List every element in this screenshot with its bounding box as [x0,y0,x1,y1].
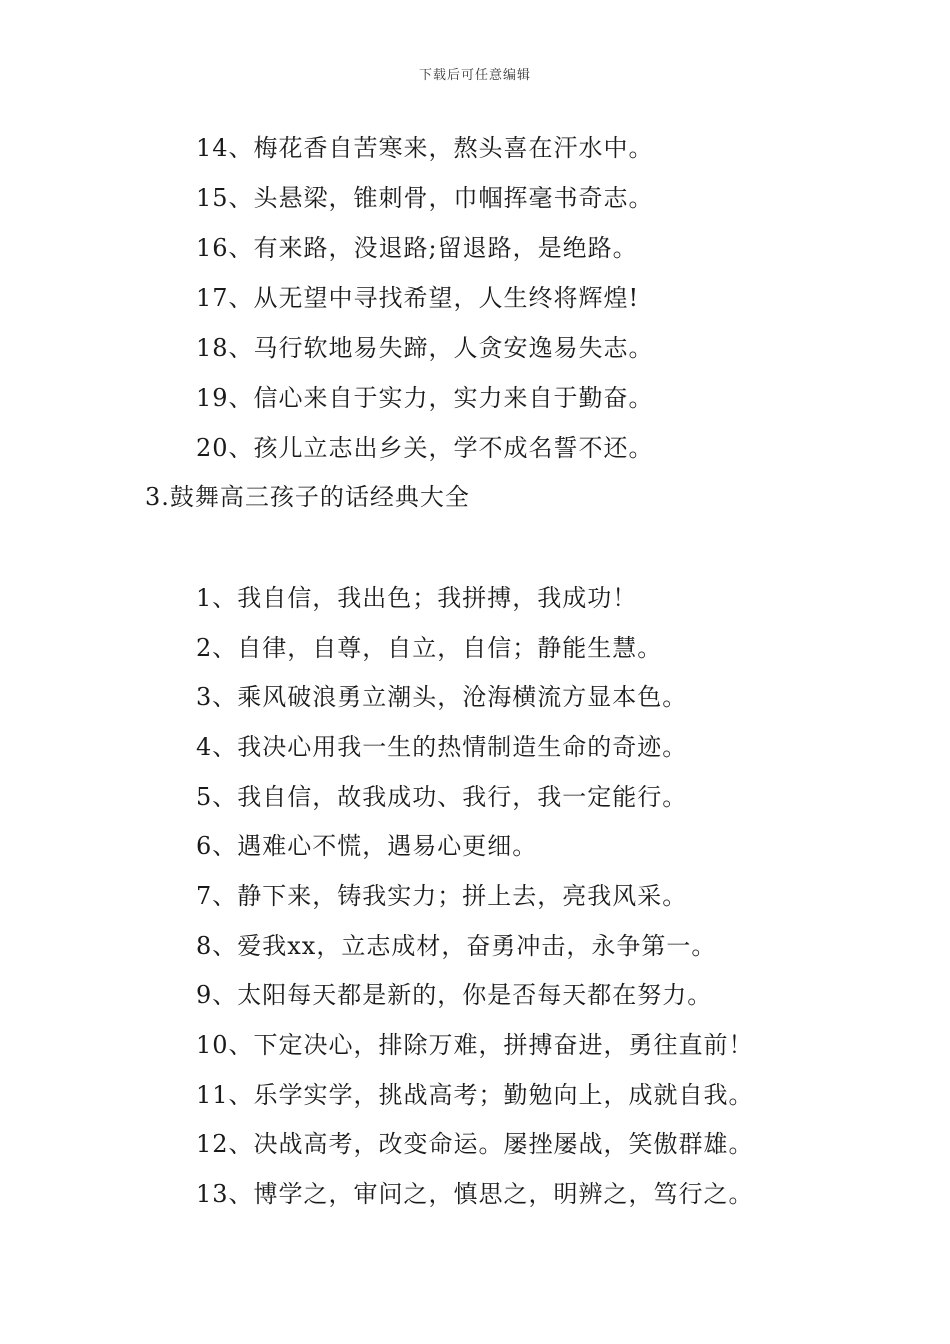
list-item: 18、马行软地易失蹄，人贪安逸易失志。 [196,334,654,362]
list-item: 6、遇难心不慌，遇易心更细。 [196,832,538,860]
list-item: 7、静下来，铸我实力；拼上去，亮我风采。 [196,882,688,910]
list-item: 16、有来路，没退路;留退路，是绝路。 [196,234,638,262]
list-item: 2、自律，自尊，自立，自信；静能生慧。 [196,634,663,662]
list-item: 14、梅花香自苦寒来，熬头喜在汗水中。 [196,134,654,162]
list-item: 1、我自信，我出色；我拼搏，我成功！ [196,584,638,612]
list-item: 3、乘风破浪勇立潮头，沧海横流方显本色。 [196,683,688,711]
list-item: 9、太阳每天都是新的，你是否每天都在努力。 [196,981,713,1009]
list-item: 8、爱我xx，立志成材，奋勇冲击，永争第一。 [196,932,717,960]
list-item: 20、孩儿立志出乡关，学不成名誓不还。 [196,434,654,462]
list-item: 4、我决心用我一生的热情制造生命的奇迹。 [196,733,688,761]
list-item: 12、决战高考，改变命运。屡挫屡战，笑傲群雄。 [196,1130,754,1158]
list-item: 13、博学之，审问之，慎思之，明辨之，笃行之。 [196,1180,754,1208]
page-header: 下载后可任意编辑 [418,68,531,83]
list-item: 17、从无望中寻找希望，人生终将辉煌! [196,284,640,312]
list-item: 15、头悬梁，锥刺骨，巾帼挥毫书奇志。 [196,184,654,212]
section-title: 3.鼓舞高三孩子的话经典大全 [145,483,470,511]
list-item: 19、信心来自于实力，实力来自于勤奋。 [196,384,654,412]
list-item: 10、下定决心，排除万难，拼搏奋进，勇往直前！ [196,1031,754,1059]
list-item: 11、乐学实学，挑战高考；勤勉向上，成就自我。 [196,1081,754,1109]
list-item: 5、我自信，故我成功、我行，我一定能行。 [196,783,688,811]
